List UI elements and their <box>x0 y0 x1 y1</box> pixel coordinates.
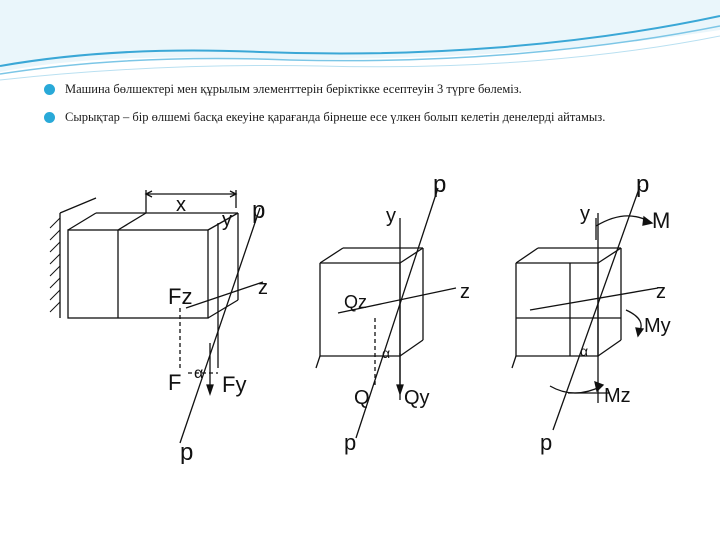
label-fz: Fz <box>168 284 193 309</box>
label-z: z <box>460 281 470 303</box>
label-mz: Mz <box>604 385 631 407</box>
label-p-bottom: p <box>180 439 194 464</box>
label-fy: Fy <box>222 372 247 397</box>
bullet-item <box>44 78 704 100</box>
bullet-text: Машина бөлшектері мен құрылым элементтерін беріктікке есептеуін 3 түрге бөлеміз. <box>65 81 522 96</box>
label-my: My <box>644 315 671 337</box>
bullet-item <box>44 106 704 128</box>
label-alpha: α <box>194 365 204 382</box>
bullet-text: Сырықтар – бір өлшемі басқа екеуіне қарағанда бірнеше есе үлкен болып келетін денелерді айтамыз. <box>65 109 606 124</box>
label-p-top: p <box>636 171 650 198</box>
beam-loading-diagram <box>38 168 688 464</box>
label-p-top: p <box>252 197 266 224</box>
label-alpha: α <box>580 343 589 359</box>
bullet-dot-icon <box>44 84 55 95</box>
label-y: y <box>386 205 396 227</box>
label-y: y <box>222 209 232 231</box>
label-alpha: α <box>382 345 391 361</box>
label-qy: Qy <box>404 387 430 409</box>
label-y: y <box>580 203 590 225</box>
label-qz: Qz <box>344 292 368 312</box>
label-p-bottom: p <box>540 430 553 455</box>
label-z: z <box>656 281 666 303</box>
bullet-list <box>44 78 704 134</box>
label-p-bottom: p <box>344 430 357 455</box>
label-x: x <box>176 194 186 216</box>
bullet-dot-icon <box>44 112 55 123</box>
label-m: M <box>652 208 671 233</box>
label-z: z <box>258 277 268 299</box>
header-wave-decoration <box>0 0 720 90</box>
label-p-top: p <box>433 171 447 198</box>
label-f: F <box>168 370 182 395</box>
label-q: Q <box>354 387 370 409</box>
